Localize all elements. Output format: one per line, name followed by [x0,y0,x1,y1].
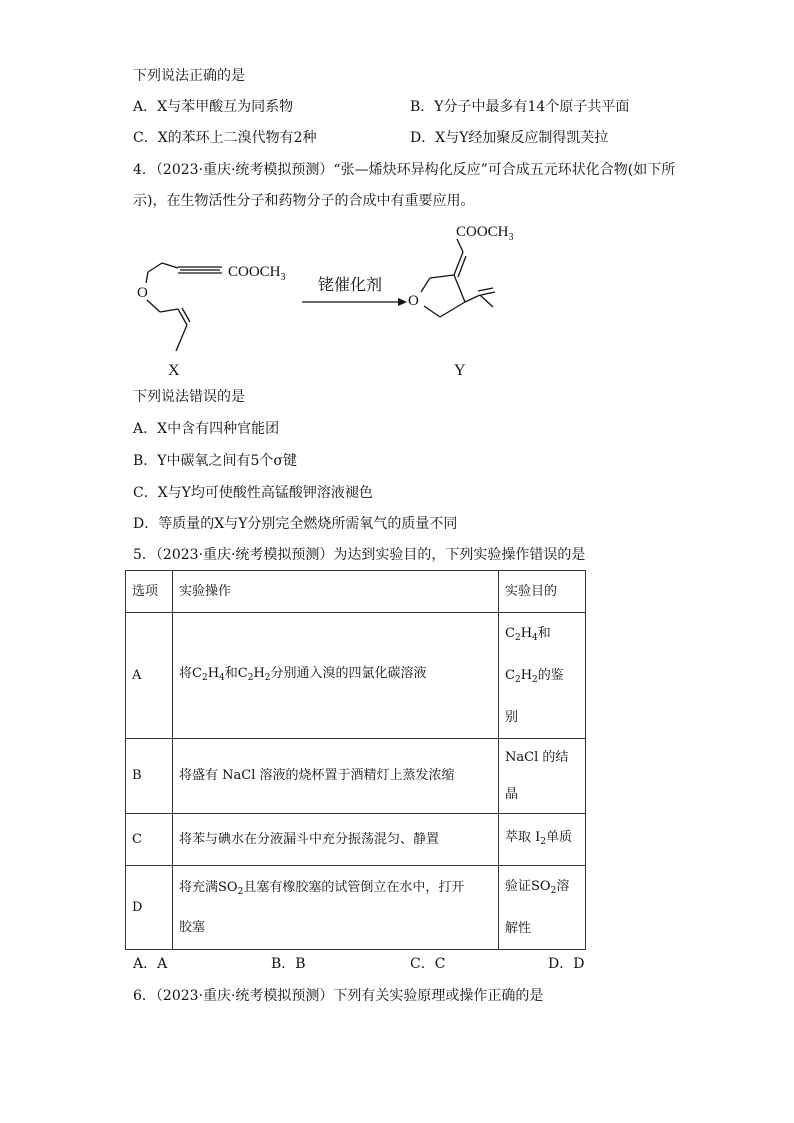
q5-answer-d: D．D [548,956,585,972]
table-header-row [126,571,586,613]
row-a-operation: 将$C_2H_4$和$C_2H_2$分别通入溴的四氯化碳溶液 [173,613,499,739]
q5-answer-b: B．B [271,956,306,972]
q4-option-d: D．等质量的X与Y分别完全燃烧所需氧气的质量不同 [133,516,458,532]
row-c-operation: 将苯与碘水在分液漏斗中充分振荡混匀、静置 [173,814,499,866]
q3-stem: 下列说法正确的是 [133,68,245,84]
label-y: Y [454,362,466,379]
q4-option-c: C．X与Y均可使酸性高锰酸钾溶液褪色 [133,485,373,501]
q6-line1: 6．（2023·重庆·统考模拟预测）下列有关实验原理或操作正确的是 [133,988,544,1004]
x-oxygen-atom: O [137,285,148,301]
row-c-purpose: 萃取 $I_2$单质 [499,814,586,866]
q4-option-a: A．X中含有四种官能团 [133,421,280,437]
header-purpose: 实验目的 [499,571,586,613]
table-row [126,739,586,814]
reaction-arrow [302,298,407,306]
y-oxygen-atom: O [408,293,419,309]
row-d-purpose: 验证$SO_2$溶 解性 [499,866,586,950]
table-row [126,814,586,866]
q3-option-a: A．X与苯甲酸互为同系物 [133,99,294,115]
q3-option-b: B．Y分子中最多有14个原子共平面 [410,99,630,115]
y-ester-group: $COOCH_3$ [456,224,514,243]
header-option: 选项 [126,571,173,613]
table-row [126,866,586,950]
row-d-label: D [126,866,173,950]
row-a-label: A [126,613,173,739]
header-operation: 实验操作 [173,571,499,613]
q3-option-c: C．X的苯环上二溴代物有2种 [133,130,317,146]
q4-stem: 下列说法错误的是 [133,389,245,405]
q4-option-b: B．Y中碳氧之间有5个σ键 [133,453,297,469]
row-c-label: C [126,814,173,866]
row-b-label: B [126,739,173,814]
molecule-y [421,239,495,317]
experiment-table [125,570,586,950]
molecule-x [146,263,222,351]
q5-line1: 5．（2023·重庆·统考模拟预测）为达到实验目的，下列实验操作错误的是 [133,547,586,563]
label-x: X [168,362,180,379]
row-d-operation: 将充满$SO_2$且塞有橡胶塞的试管倒立在水中，打开 胶塞 [173,866,499,950]
reaction-scheme [0,215,794,385]
q4-line1: 4．（2023·重庆·统考模拟预测）“张—烯炔环异构化反应”可合成五元环状化合物(如下所 [133,162,676,178]
row-a-purpose: $C_2H_4$和 $C_2H_2$的鉴 别 [499,613,586,739]
q5-answer-c: C．C [410,956,446,972]
table-row [126,613,586,739]
row-b-operation: 将盛有 NaCl 溶液的烧杯置于酒精灯上蒸发浓缩 [173,739,499,814]
q3-option-d: D．X与Y经加聚反应制得凯芙拉 [410,130,609,146]
reagent-label: 铑催化剂 [318,275,383,294]
q4-line2: 示)，在生物活性分子和药物分子的合成中有重要应用。 [133,193,475,209]
x-ester-group: $COOCH_3$ [228,264,286,283]
q5-answer-a: A．A [133,956,168,972]
row-b-purpose: NaCl 的结 晶 [499,739,586,814]
